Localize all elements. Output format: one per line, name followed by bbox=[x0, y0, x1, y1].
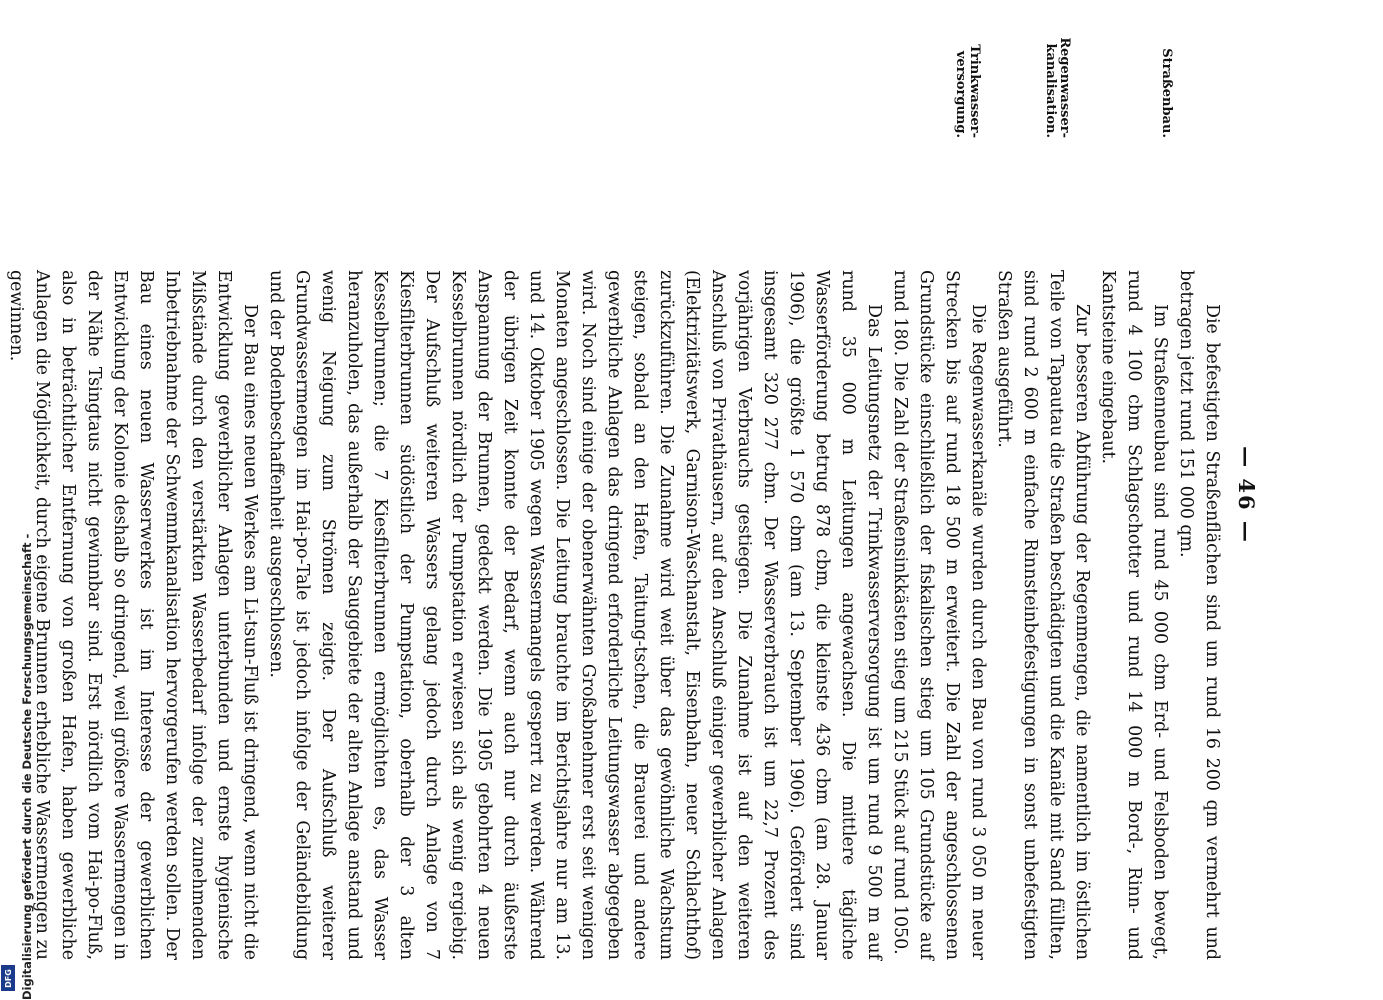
paragraph-befestigte-flaechen: Die befestigten Straßenflächen sind um rund 16 200 qm vermehrt und betragen jetzt rund 151 000 qm. bbox=[1176, 270, 1222, 960]
page-number: — 46 — bbox=[1234, 446, 1259, 544]
body-text bbox=[0, 270, 1225, 960]
paragraph-neues-werk: Der Bau eines neuen Werkes am Li-tsun-Fluß ist dringend, wenn nicht die Entwicklung gewerblicher Anlagen unterbunden und ernste hygienische Mißstände durch den verstärkten Wasserbedarf infolge der zunehmenden Inbetriebnahme der Schwemmkanalisation hervorgerufen werden sollen. Der Bau eines neuen Wasserwerkes ist im Interesse der gewerblichen Entwicklung der Kolonie deshalb so dringend, weil größere Wassermengen in der Nähe Tsingtaus nicht gewinnbar sind. Erst nördlich vom Hai-po-Fluß, also in beträchtlicher Entfernung von großen Hafen, haben gewerbliche Anlagen die Möglichkeit, durch eigene Brunnen erhebliche Wassermengen zu gewinnen. bbox=[6, 270, 260, 960]
paragraph-leitungsnetz: Das Leitungsnetz der Trinkwasserversorgung ist um rund 9 500 m auf rund 35 000 m Leitungen angewachsen. Die mittlere tägliche Wasserförderung betrug 878 cbm, die kleinste 436 cbm (am 28. Januar 1906), die größte 1 570 cbm (am 13. September 1906). Gefördert sind insgesamt 320 277 cbm. Der Wasserverbrauch ist um 22,7 Prozent des vorjährigen Verbrauchs gestiegen. Die Zunahme ist auf den weiteren Anschluß von Privathäusern, auf den Anschluß einiger gewerblicher Anlagen (Elektrizitätswerk, Garnison-Waschanstalt, Eisenbahn, neuer Schlachthof) zurückzuführen. Die Zunahme wird weit über das gewöhnliche Wachstum steigen, sobald an den Hafen, Taitung-tschen, die Brauerei und andere gewerbliche Anlagen das dringend erforderliche Leitungswasser abgegeben wird. Noch sind einige der obenerwähnten Großabnehmer erst seit wenigen Monaten angeschlossen. Die Leitung brauchte im Berichtsjahre nur am 13. und 14. Oktober 1905 wegen Wassermangels gesperrt zu werden. Während der übrigen Zeit konnte der Bedarf, wenn auch nur durch äußerste Anspannung der Brunnen, gedeckt werden. Die 1905 gebohrten 4 neuen Kesselbrunnen nördlich der Pumpstation erwiesen sich als wenig ergiebig. Der Aufschluß weiteren Wassers gelang jedoch durch Anlage von 7 Kiesfilterbrunnen südöstlich der Pumpstation, oberhalb der 3 alten Kesselbrunnen; die 7 Kiesfilterbrunnen ermöglichten es, das Wasser heranzuholen, das außerhalb der Sauggebiete der alten Anlage anstand und wenig Neigung zum Strömen zeigte. Der Aufschluß weiterer Grundwassermengen im Hai-po-Tale ist jedoch infolge der Geländebildung und der Bodenbeschaffenheit ausgeschlossen. bbox=[266, 270, 884, 960]
margin-note-regenwasserkanalisation: Regenwasser-kanalisation. bbox=[1043, 37, 1072, 138]
paragraph-regenwasserkanaele: Die Regenwasserkanäle wurden durch den Bau von rund 3 050 m neuer Strecken bis auf rund 18 500 m erweitert. Die Zahl der angeschlossenen Grundstücke einschließlich der fiskalischen stieg um 105 Grundstücke auf rund 180. Die Zahl der Straßensinkkästen stieg um 215 Stück auf rund 1050. bbox=[890, 270, 988, 960]
footer-text: Digitalisierung gefördert durch die Deutsche Forschungsgemeinschaft - bbox=[20, 533, 34, 1000]
footer-bar bbox=[0, 0, 34, 1000]
margin-note-trinkwasserversorgung: Trinkwasser-versorgung. bbox=[953, 44, 982, 138]
margin-note-strassenbau: Straßenbau. bbox=[1159, 48, 1174, 138]
dfg-logo: DFG bbox=[1, 965, 15, 991]
paragraph-strassenneubau: Im Straßenneubau sind rund 45 000 cbm Erd- und Felsboden bewegt, rund 4 100 cbm Schlagschotter und rund 14 000 m Bord-, Rinn- und Kantsteine eingebaut. bbox=[1098, 270, 1170, 960]
paragraph-regenmengen: Zur besseren Abführung der Regenmengen, die namentlich im östlichen Teile von Tapautau die Straßen beschädigten und die Kanäle mit Sand füllten, sind rund 2 600 m einfache Rinnsteinbefestigungen in sonst unbefestigten Straßen ausgeführt. bbox=[994, 270, 1092, 960]
